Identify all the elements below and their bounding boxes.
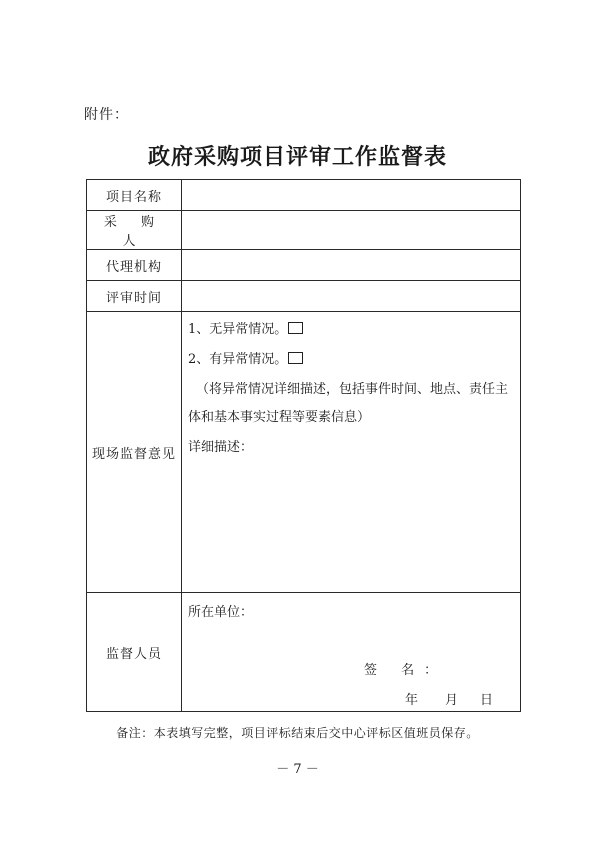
onsite-opinion-field[interactable] bbox=[182, 312, 521, 593]
page-number: － 7 － bbox=[276, 762, 319, 777]
attachment-label: 附件： bbox=[84, 107, 129, 123]
row-supervisor bbox=[87, 593, 521, 712]
row-project-name bbox=[87, 180, 521, 211]
instruction-line-1: （将异常情况详细描述，包括事件时间、地点、责任主 bbox=[196, 382, 509, 397]
date-day-label: 日 bbox=[480, 693, 494, 708]
form-title: 政府采购项目评审工作监督表 bbox=[147, 144, 447, 170]
option-normal-label: 1、无异常情况。 bbox=[188, 322, 288, 337]
normal-checkbox[interactable] bbox=[288, 322, 303, 334]
date-year-label: 年 bbox=[405, 693, 419, 708]
supervisor-label: 监督人员 bbox=[87, 593, 182, 712]
abnormal-checkbox[interactable] bbox=[288, 352, 303, 364]
footnote: 备注：本表填写完整，项目评标结束后交中心评标区值班员保存。 bbox=[116, 726, 479, 740]
onsite-opinion-label: 现场监督意见 bbox=[87, 312, 182, 593]
supervisor-field[interactable] bbox=[182, 593, 521, 712]
detail-label: 详细描述： bbox=[188, 440, 254, 455]
review-time-field[interactable] bbox=[182, 281, 521, 312]
instruction-line-2: 体和基本事实过程等要素信息） bbox=[188, 410, 371, 425]
signature-label: 签 名： bbox=[364, 663, 448, 678]
supervision-form-table bbox=[86, 179, 521, 712]
date-month-label: 月 bbox=[445, 693, 459, 708]
row-purchaser bbox=[87, 211, 521, 250]
review-time-label: 评审时间 bbox=[87, 281, 182, 312]
option-abnormal bbox=[188, 348, 303, 367]
project-name-field[interactable] bbox=[182, 180, 521, 211]
row-review-time bbox=[87, 281, 521, 312]
option-abnormal-label: 2、有异常情况。 bbox=[188, 352, 288, 367]
project-name-label: 项目名称 bbox=[87, 180, 182, 211]
unit-label: 所在单位： bbox=[188, 605, 254, 620]
purchaser-field[interactable] bbox=[182, 211, 521, 250]
row-onsite-opinion bbox=[87, 312, 521, 593]
agency-field[interactable] bbox=[182, 250, 521, 281]
option-normal bbox=[188, 318, 303, 337]
purchaser-label: 采 购 人 bbox=[87, 211, 182, 250]
agency-label: 代理机构 bbox=[87, 250, 182, 281]
row-agency bbox=[87, 250, 521, 281]
